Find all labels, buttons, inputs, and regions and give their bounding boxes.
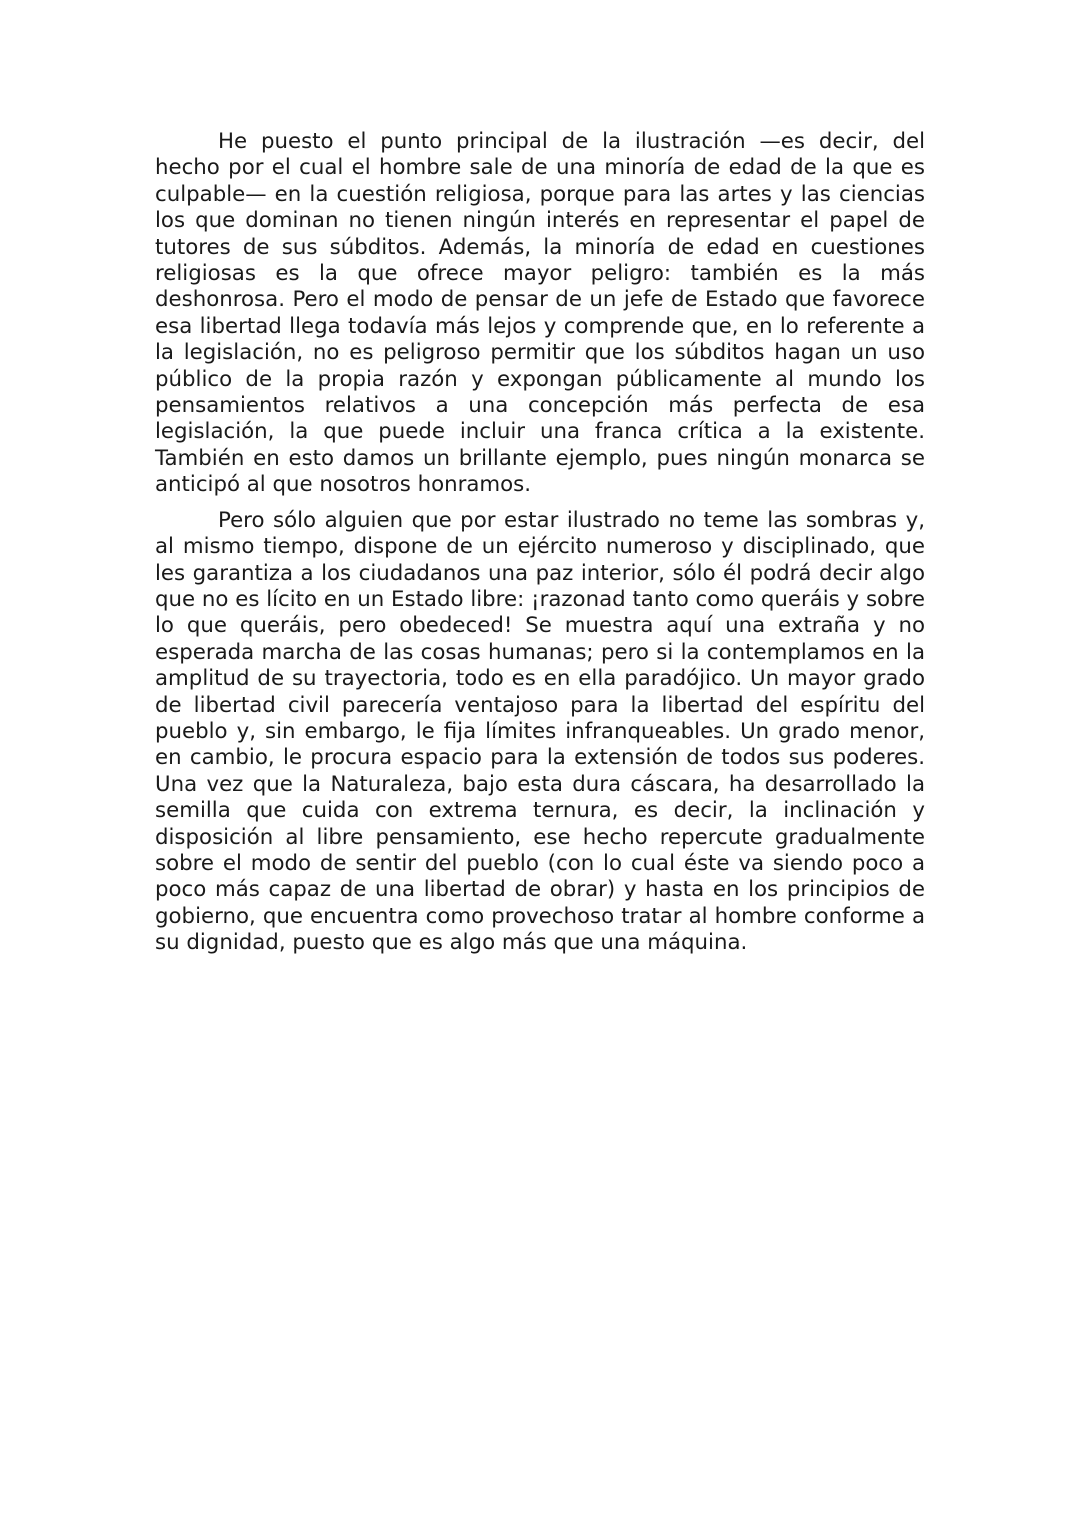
- body-text: [155, 129, 925, 957]
- paragraph: He puesto el punto principal de la ilustración —es decir, del hecho por el cual el hombre sale de una minoría de edad de la que es culpable— en la cuestión religiosa, porque para las artes y las ciencias los que dominan no tienen ningún interés en representar el papel de tutores de sus súbditos. Además, la minoría de edad en cuestiones religiosas es la que ofrece mayor peligro: también es la más deshonrosa. Pero el modo de pensar de un jefe de Estado que favorece esa libertad llega todavía más lejos y comprende que, en lo referente a la legislación, no es peligroso permitir que los súbditos hagan un uso público de la propia razón y expongan públicamente al mundo los pensamientos relativos a una concepción más perfecta de esa legislación, la que puede incluir una franca crítica a la existente. También en esto damos un brillante ejemplo, pues ningún monarca se anticipó al que nosotros honramos.: [155, 129, 925, 498]
- paragraph: Pero sólo alguien que por estar ilustrado no teme las sombras y, al mismo tiempo, dispone de un ejército numeroso y disciplinado, que les garantiza a los ciudadanos una paz interior, sólo él podrá decir algo que no es lícito en un Estado libre: ¡razonad tanto como queráis y sobre lo que queráis, pero obedeced! Se muestra aquí una extraña y no esperada marcha de las cosas humanas; pero si la contemplamos en la amplitud de su trayectoria, todo es en ella paradójico. Un mayor grado de libertad civil parecería ventajoso para la libertad del espíritu del pueblo y, sin embargo, le fija límites infranqueables. Un grado menor, en cambio, le procura espacio para la extensión de todos sus poderes. Una vez que la Naturaleza, bajo esta dura cáscara, ha desarrollado la semilla que cuida con extrema ternura, es decir, la inclinación y disposición al libre pensamiento, ese hecho repercute gradualmente sobre el modo de sentir del pueblo (con lo cual éste va siendo poco a poco más capaz de una libertad de obrar) y hasta en los principios de gobierno, que encuentra como provechoso tratar al hombre conforme a su dignidad, puesto que es algo más que una máquina.: [155, 507, 925, 956]
